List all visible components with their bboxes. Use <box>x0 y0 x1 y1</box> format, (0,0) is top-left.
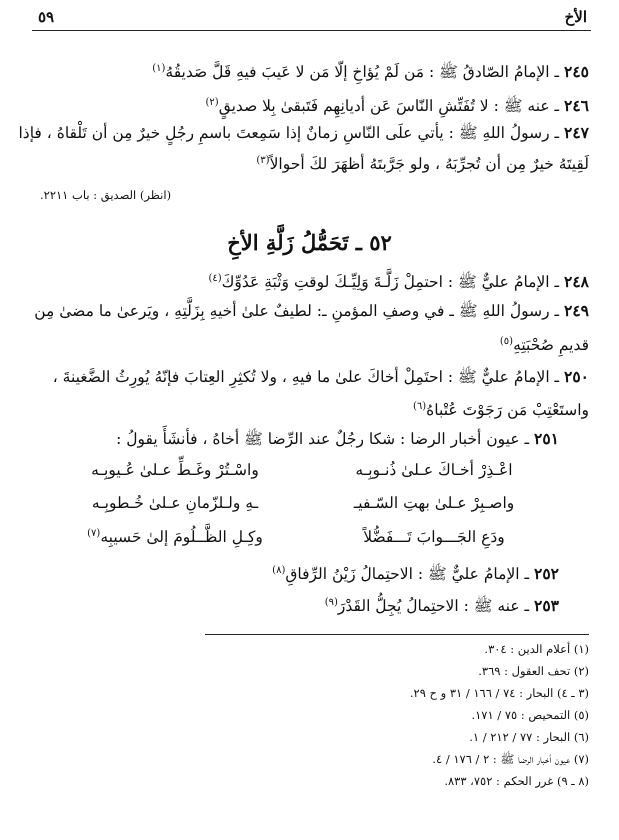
header-rule <box>32 30 591 31</box>
poem-first-hemistich: ودَعِ الجَـــوابَ تَـــفَضُّلاً <box>363 528 505 546</box>
footnote-ref: (٧) <box>87 528 101 539</box>
hadith-text: ـ الإمامُ عليٌّ ﷺ : احتَمِلْ أخاكَ علىٰ ما فيهِ ، ولا تُكثِرِ العِتابَ فإنّهُ يُورِثُ الضَّغينةَ ، <box>52 368 565 386</box>
poem-second-hemistich <box>60 528 290 546</box>
hadith-number: ٢٤٨ <box>564 272 589 292</box>
footnote: (٧) عيون أخبار الرضا ﷺ : ٢ / ١٧٦ / ٤. <box>432 752 589 766</box>
poem-second-hemistich: ـهِ ولـلزّمانِ عـلىٰ خُـطوبِـه <box>91 494 259 512</box>
footnote-ref: (١) <box>152 63 166 74</box>
hadith-text: ـ رسولُ اللهِ ﷺ ـ في وصفِ المؤمنِ ـ: لطيفٌ علىٰ أخيهِ بِزَلَّتِهِ ، ويَرعىٰ ما مضىٰ مِن <box>34 302 565 320</box>
hadith-line <box>34 58 589 83</box>
hadith-text: ـ الإمامُ عليٌّ ﷺ : الاحتِمالُ زَيْنُ الرِّفاقِ <box>285 565 535 584</box>
poem-first-hemistich: واصـبِرْ عـلىٰ بهتِ السّـفيـ <box>353 494 515 512</box>
cross-reference: (انظر) الصديق : باب ٢٢١١. <box>40 188 172 202</box>
poem-verse <box>60 528 549 552</box>
hadith-text: ـ عنه ﷺ : الاحتِمالُ يُجِلُّ القَدْرَ <box>337 597 535 616</box>
footnote: (٢) تحف العقول : ٣٦٩. <box>478 664 589 678</box>
hadith-number: ٢٤٦ <box>564 96 589 116</box>
poem-second-hemistich: واسْـتُرْ وغَـطِّ عـلىٰ عُـيوبِـه <box>91 461 259 479</box>
hadith-text: ـ عيون أخبار الرضا : شكا رجُلٌ عند الرِّضا ﷺ أخاهُ ، فأنشَأَ يقولُ : <box>116 430 535 448</box>
hadith-continuation <box>34 150 589 175</box>
footnote: (١) أعلام الدين : ٣٠٤. <box>484 642 589 656</box>
footnote-ref: (٦) <box>412 401 427 412</box>
poem-verse <box>60 461 549 485</box>
footnote-ref: (٥) <box>499 336 514 347</box>
hadith-line <box>34 428 559 450</box>
page-number: ٥٩ <box>38 8 55 26</box>
hadith-line <box>34 268 589 293</box>
hadith-line <box>18 122 589 144</box>
hadith-continuation <box>34 331 589 356</box>
hadith-line <box>34 92 589 117</box>
footnote-ref: (٣) <box>256 155 270 166</box>
footnote-ref: (٩) <box>324 597 338 608</box>
footnote: (٨ ـ ٩) غرر الحكم : ٧٥٢، ٨٣٣. <box>444 774 589 788</box>
hadith-text: ـ الإمامُ عليٌّ ﷺ : احتمِلْ زَلَّـةَ وَلِيِّـكَ لوقتِ وَثْبَةِ عَدُوِّكَ <box>221 273 565 292</box>
hadith-line <box>34 560 559 585</box>
poem-first-hemistich: اعْـذِرْ أخـاكَ عـلىٰ ذُنـوبِـه <box>355 461 513 479</box>
footnote: (٥) التمحيص : ٧٥ / ١٧١. <box>471 708 589 722</box>
section-title: ٥٢ ـ تَحَمُّلُ زَلَّةِ الأخِ <box>227 230 392 255</box>
hadith-line <box>34 592 559 617</box>
footnote: (٦) البحار : ٧٧ / ٢١٢ / ١. <box>469 730 589 744</box>
hadith-number: ٢٥٢ <box>534 564 559 584</box>
hadith-text: قديمِ صُحْبَتِهِ <box>513 336 589 355</box>
hadith-number: ٢٤٥ <box>564 62 589 82</box>
hadith-number: ٢٤٩ <box>564 301 589 320</box>
poem-text: وكِـلِ الظَّــلُومَ إلىٰ حَسيبِه <box>100 528 263 547</box>
hadith-line <box>34 300 589 322</box>
poem-verse <box>60 494 549 518</box>
hadith-text: ـ عنه ﷺ : لا تُفَتِّشِ النّاسَ عَن أديانِهِم فَتَبقىٰ بِلا صديقٍ <box>218 97 565 116</box>
hadith-text: ـ رسولُ اللهِ ﷺ : يأتي علَى النّاسِ زمانٌ إذا سَمِعتَ باسمِ رجُلٍ خيرٌ مِن أن تَلْقاهُ ، فإذا <box>18 124 565 142</box>
footnote-ref: (٨) <box>272 565 286 576</box>
page-header-title: الأخ <box>564 8 587 26</box>
hadith-number: ٢٥١ <box>534 429 559 448</box>
hadith-continuation <box>34 396 589 421</box>
hadith-number: ٢٥٣ <box>534 596 559 616</box>
hadith-text: واستَعْتِبْ مَن رَجَوْتَ عُتْباهُ <box>426 401 589 420</box>
hadith-number: ٢٤٧ <box>564 123 589 142</box>
footnote-separator <box>205 634 589 635</box>
footnote-ref: (٤) <box>208 273 222 284</box>
hadith-text: لَقِيتَهُ خيرٌ مِن أن تُجرِّبَهُ ، ولو جَرَّبتَهُ أظهَرَ لكَ أحوالاً <box>269 155 589 174</box>
footnote: (٣ ـ ٤) البحار : ٧٤ / ١٦٦ / ٣١ و ح ٢٩. <box>409 686 589 700</box>
hadith-line <box>34 366 589 388</box>
hadith-text: ـ الإمامُ الصّادقُ ﷺ : مَن لَمْ يُؤاخِ إلّا مَن لا عَيبَ فيهِ قَلَّ صَديقُهُ <box>165 63 565 82</box>
hadith-number: ٢٥٠ <box>564 367 589 386</box>
footnote-ref: (٢) <box>205 97 219 108</box>
